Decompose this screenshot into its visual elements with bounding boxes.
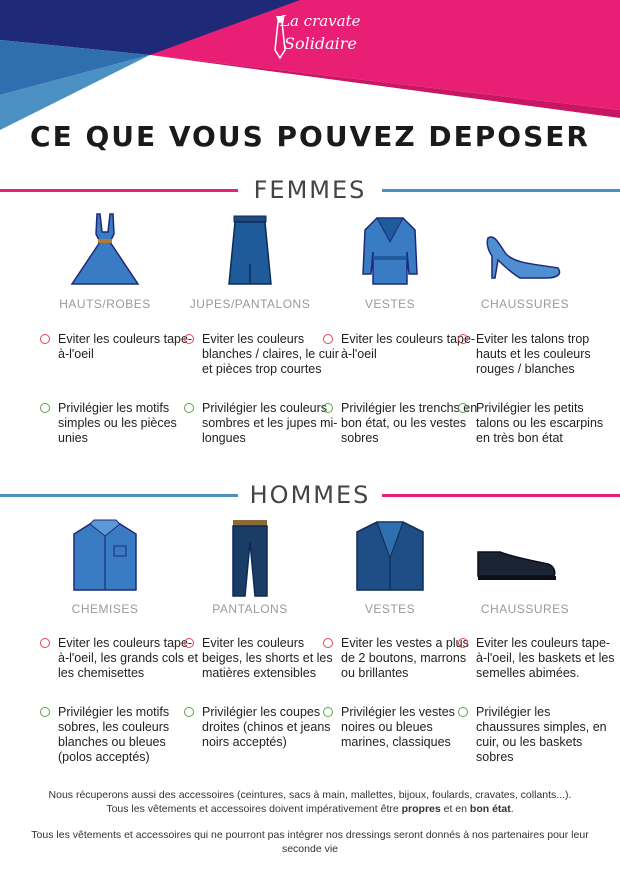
prefer-item: Privilégier les couleurs sombres et les jupes mi-longues xyxy=(202,401,342,446)
prefer-item: Privilégier les motifs simples ou les pièces unies xyxy=(58,401,198,446)
category-label: CHAUSSURES xyxy=(480,297,570,311)
category-label: HAUTS/ROBES xyxy=(59,297,151,311)
skirt-icon xyxy=(175,212,325,292)
prefer-item: Privilégier les trenchs en bon état, ou les vestes sobres xyxy=(341,401,481,446)
green-bullet-icon xyxy=(40,707,50,717)
men-shoe-icon xyxy=(450,518,600,598)
green-bullet-icon xyxy=(458,403,468,413)
page-title: CE QUE VOUS POUVEZ DEPOSER xyxy=(30,120,590,153)
footer-partners: Tous les vêtements et accessoires qui ne pourront pas intégrer nos dressings seront donnés à nos partenaires pour leur seconde vie xyxy=(31,829,589,855)
avoid-item: Eviter les couleurs tape-à-l'oeil, les grands cols et les chemisettes xyxy=(58,636,198,681)
avoid-item: Eviter les couleurs beiges, les shorts et les matières extensibles xyxy=(202,636,342,681)
avoid-item: Eviter les vestes a plus de 2 boutons, marrons ou brillantes xyxy=(341,636,481,681)
dress-icon xyxy=(30,212,180,292)
prefer-item: Privilégier les vestes noires ou bleues marines, classiques xyxy=(341,705,481,750)
trousers-icon xyxy=(175,518,325,598)
men-jacket-icon xyxy=(315,518,465,598)
red-bullet-icon xyxy=(184,638,194,648)
section-header-hommes xyxy=(0,481,620,511)
green-bullet-icon xyxy=(40,403,50,413)
footer-accessories xyxy=(0,788,620,816)
shirt-icon xyxy=(30,518,180,598)
red-bullet-icon xyxy=(323,638,333,648)
category-label: JUPES/PANTALONS xyxy=(189,297,311,311)
category-label: PANTALONS xyxy=(212,602,288,616)
section-label: FEMMES xyxy=(253,176,367,204)
red-bullet-icon xyxy=(40,334,50,344)
category-label: VESTES xyxy=(364,297,416,311)
red-bullet-icon xyxy=(184,334,194,344)
prefer-item: Privilégier les coupes droites (chinos et jeans noirs acceptés) xyxy=(202,705,342,750)
category-label: CHAUSSURES xyxy=(480,602,570,616)
category-label: VESTES xyxy=(364,602,416,616)
red-bullet-icon xyxy=(40,638,50,648)
section-label: HOMMES xyxy=(249,481,371,509)
category-label: CHEMISES xyxy=(71,602,139,616)
green-bullet-icon xyxy=(184,403,194,413)
green-bullet-icon xyxy=(184,707,194,717)
green-bullet-icon xyxy=(323,403,333,413)
prefer-item: Privilégier les petits talons ou les escarpins en très bon état xyxy=(476,401,616,446)
brand-line1: La cravate xyxy=(280,12,361,30)
footer-line1: Nous récuperons aussi des accessoires (ceintures, sacs à main, mallettes, bijoux, foulards, cravates, collants...). xyxy=(48,789,572,801)
footer-line2: Tous les vêtements et accessoires doivent impérativement être propres et en bon état. xyxy=(106,803,514,815)
red-bullet-icon xyxy=(458,638,468,648)
green-bullet-icon xyxy=(323,707,333,717)
avoid-item: Eviter les couleurs tape-à-l'oeil, les baskets et les semelles abimées. xyxy=(476,636,616,681)
avoid-item: Eviter les couleurs tape-à-l'oeil xyxy=(58,332,198,362)
women-jacket-icon xyxy=(315,212,465,292)
green-bullet-icon xyxy=(458,707,468,717)
prefer-item: Privilégier les motifs sobres, les couleurs blanches ou bleues (polos acceptés) xyxy=(58,705,198,765)
section-header-femmes xyxy=(0,176,620,206)
avoid-item: Eviter les talons trop hauts et les couleurs rouges / blanches xyxy=(476,332,616,377)
red-bullet-icon xyxy=(458,334,468,344)
prefer-item: Privilégier les chaussures simples, en cuir, ou les baskets sobres xyxy=(476,705,616,765)
high-heel-icon xyxy=(450,212,600,292)
avoid-item: Eviter les couleurs tape-à-l'oeil xyxy=(341,332,481,362)
brand-line2: Solidaire xyxy=(284,34,357,53)
avoid-item: Eviter les couleurs blanches / claires, le cuir et pièces trop courtes xyxy=(202,332,342,377)
brand-logo xyxy=(270,8,370,60)
red-bullet-icon xyxy=(323,334,333,344)
